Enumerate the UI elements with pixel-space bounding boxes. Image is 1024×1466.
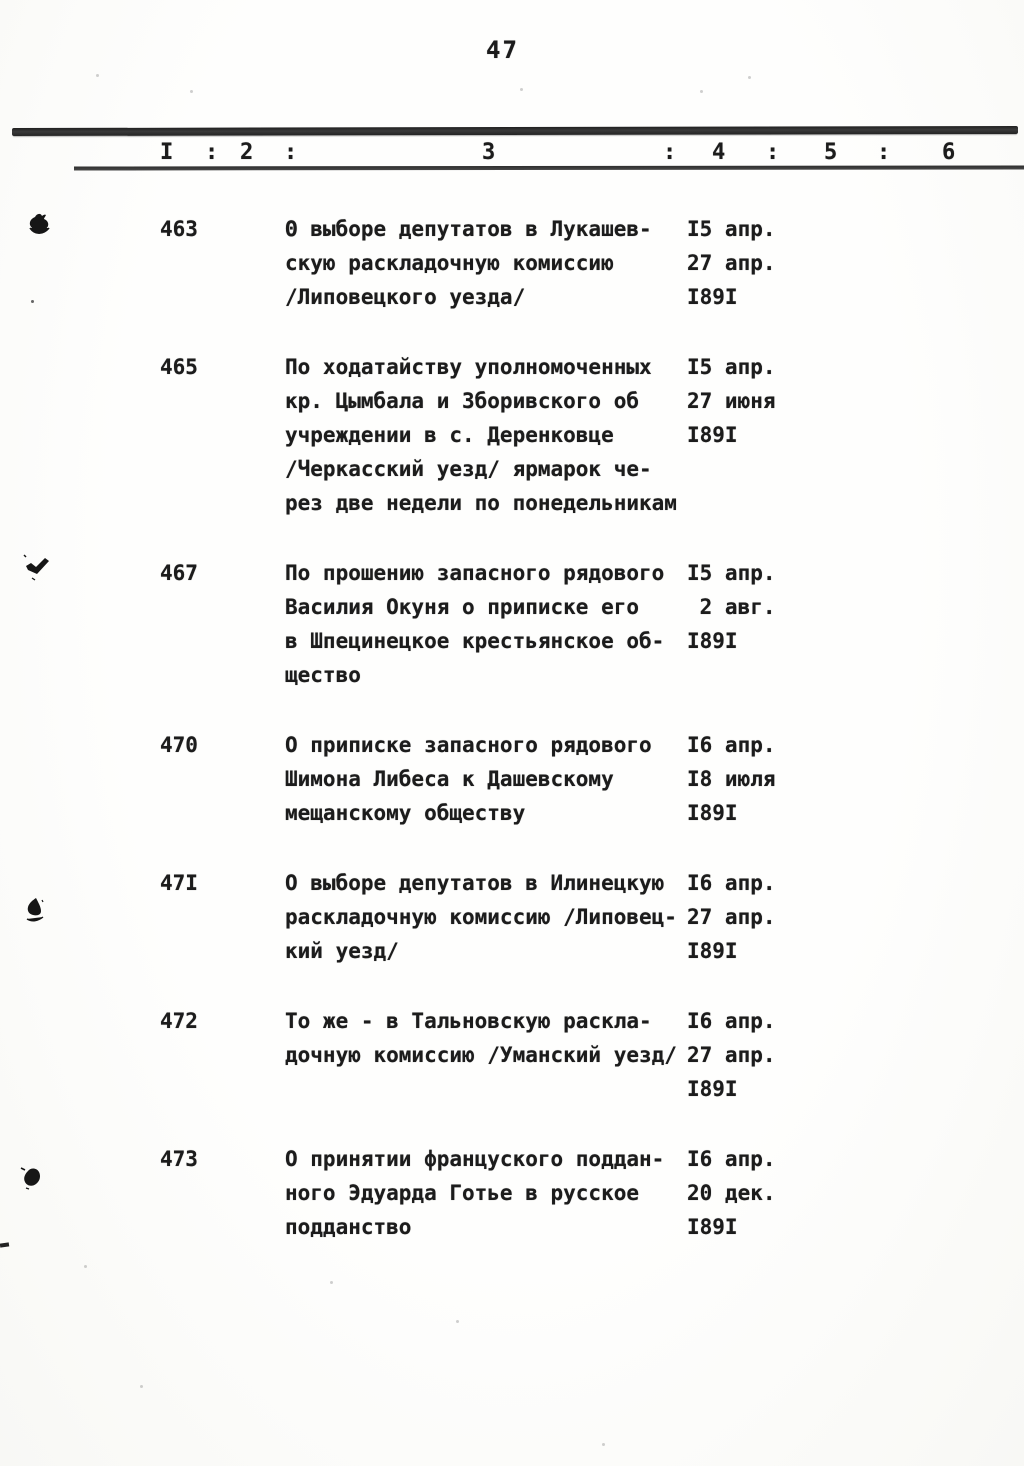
date-line: I8 июля bbox=[687, 767, 776, 791]
description-line: /Черкасский уезд/ ярмарок че- bbox=[285, 457, 652, 481]
date-line: I6 апр. bbox=[687, 1147, 776, 1171]
entry-dates bbox=[687, 212, 1024, 314]
scan-speck bbox=[190, 90, 193, 93]
entry-description bbox=[285, 556, 687, 692]
table-rows bbox=[0, 212, 1024, 1280]
ink-sail-blot-icon bbox=[24, 897, 46, 929]
column-header-4: 4 bbox=[712, 140, 726, 165]
description-line: Θ выборе депутатов в Лукашев- bbox=[285, 217, 652, 241]
column-separator: : bbox=[877, 140, 891, 165]
entry-number: 47I bbox=[160, 871, 198, 895]
table-row bbox=[0, 556, 1024, 692]
entry-number: 473 bbox=[160, 1147, 198, 1171]
description-line: учреждении в с. Деренковце bbox=[285, 423, 614, 447]
date-line: I89I bbox=[687, 629, 738, 653]
entry-number: 463 bbox=[160, 217, 198, 241]
description-line: О приписке запасного рядового bbox=[285, 733, 652, 757]
date-line: 27 апр. bbox=[687, 905, 776, 929]
table-row bbox=[0, 1142, 1024, 1244]
column-separator: : bbox=[205, 140, 219, 165]
description-line: Шимона Либеса к Дашевскому bbox=[285, 767, 614, 791]
ink-check-blot-icon bbox=[23, 552, 51, 586]
description-line: раскладочную комиссию /Липовец- bbox=[285, 905, 677, 929]
entry-description bbox=[285, 350, 687, 520]
description-line: в Шпецинецкое крестьянское об- bbox=[285, 629, 665, 653]
entry-dates bbox=[687, 350, 1024, 520]
column-separator: : bbox=[284, 140, 298, 165]
column-header-3: 3 bbox=[482, 140, 496, 165]
ink-round-blot-icon bbox=[20, 1166, 42, 1196]
description-line: О выборе депутатов в Илинецкую bbox=[285, 871, 665, 895]
date-line: I89I bbox=[687, 285, 738, 309]
scan-speck bbox=[520, 88, 523, 91]
entry-description bbox=[285, 1004, 687, 1106]
date-line: I89I bbox=[687, 801, 738, 825]
table-row bbox=[0, 212, 1024, 314]
date-line: I89I bbox=[687, 1215, 738, 1239]
entry-number: 467 bbox=[160, 561, 198, 585]
description-line: щество bbox=[285, 663, 361, 687]
description-line: кий уезд/ bbox=[285, 939, 399, 963]
date-line: I89I bbox=[687, 423, 738, 447]
entry-description bbox=[285, 1142, 687, 1244]
entry-description bbox=[285, 728, 687, 830]
table-row bbox=[0, 866, 1024, 968]
entry-dates bbox=[687, 866, 1024, 968]
entry-description bbox=[285, 866, 687, 968]
column-separator: : bbox=[766, 140, 780, 165]
description-line: рез две недели по понедельникам bbox=[285, 491, 677, 515]
entry-description bbox=[285, 212, 687, 314]
description-line: дочную комиссию /Уманский уезд/ bbox=[285, 1043, 677, 1067]
date-line: I89I bbox=[687, 1077, 738, 1101]
ink-blot-with-tail-icon bbox=[26, 212, 52, 244]
scan-speck bbox=[330, 1281, 333, 1284]
description-line: По ходатайству уполномоченных bbox=[285, 355, 652, 379]
date-line: 2 авг. bbox=[687, 595, 776, 619]
description-line: кр. Цымбала и Зборивского об bbox=[285, 389, 640, 413]
table-row bbox=[0, 728, 1024, 830]
header-rule-bottom bbox=[74, 166, 1024, 171]
scan-speck bbox=[748, 76, 751, 79]
date-line: I89I bbox=[687, 939, 738, 963]
date-line: I6 апр. bbox=[687, 871, 776, 895]
description-line: По прошению запасного рядового bbox=[285, 561, 665, 585]
column-header-6: 6 bbox=[942, 140, 956, 165]
entry-dates bbox=[687, 728, 1024, 830]
entry-dates bbox=[687, 1004, 1024, 1106]
description-line: О принятии француского поддан- bbox=[285, 1147, 665, 1171]
date-line: 20 дек. bbox=[687, 1181, 776, 1205]
entry-dates bbox=[687, 556, 1024, 692]
date-line: 27 апр. bbox=[687, 1043, 776, 1067]
ink-speck bbox=[31, 300, 34, 303]
page-number: 47 bbox=[486, 36, 519, 64]
column-separator: : bbox=[663, 140, 677, 165]
date-line: 27 апр. bbox=[687, 251, 776, 275]
date-line: I5 апр. bbox=[687, 355, 776, 379]
scan-speck bbox=[96, 74, 99, 77]
scan-speck bbox=[456, 1320, 459, 1323]
entry-number: 465 bbox=[160, 355, 198, 379]
scan-speck bbox=[84, 1265, 87, 1268]
description-line: подданство bbox=[285, 1215, 412, 1239]
header-rule-top bbox=[12, 126, 1018, 136]
description-line: мещанскому обществу bbox=[285, 801, 526, 825]
date-line: I5 апр. bbox=[687, 217, 776, 241]
entry-dates bbox=[687, 1142, 1024, 1244]
entry-number: 470 bbox=[160, 733, 198, 757]
description-line: /Липовецкого уезда/ bbox=[285, 285, 526, 309]
date-line: I5 апр. bbox=[687, 561, 776, 585]
column-header-5: 5 bbox=[824, 140, 838, 165]
description-line: ного Эдуарда Готье в русское bbox=[285, 1181, 640, 1205]
description-line: Василия Окуня о приписке его bbox=[285, 595, 640, 619]
column-header-1: I bbox=[160, 140, 174, 165]
table-row bbox=[0, 350, 1024, 520]
description-line: То же - в Тальновскую раскла- bbox=[285, 1009, 652, 1033]
date-line: I6 апр. bbox=[687, 1009, 776, 1033]
description-line: скую раскладочную комиссию bbox=[285, 251, 614, 275]
scan-speck bbox=[700, 90, 703, 93]
date-line: I6 апр. bbox=[687, 733, 776, 757]
entry-number: 472 bbox=[160, 1009, 198, 1033]
table-row bbox=[0, 1004, 1024, 1106]
column-header-2: 2 bbox=[240, 140, 254, 165]
scan-speck bbox=[602, 1443, 605, 1446]
scan-speck bbox=[140, 1385, 143, 1388]
date-line: 27 июня bbox=[687, 389, 776, 413]
